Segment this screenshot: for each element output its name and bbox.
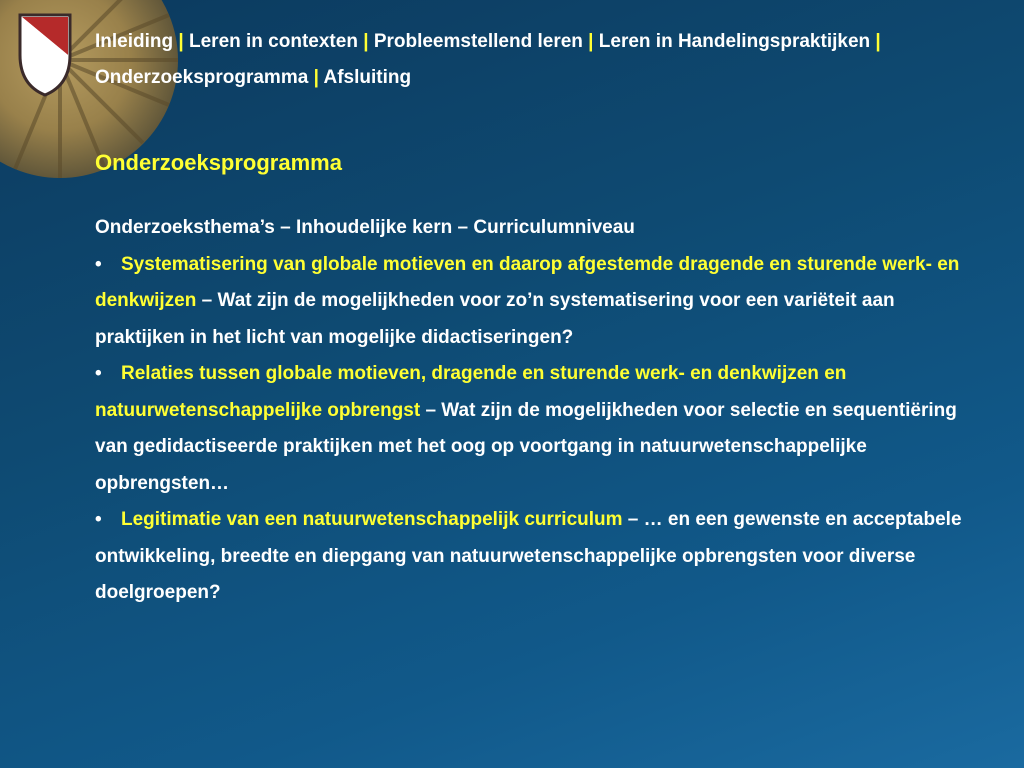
bullet-highlight: Relaties tussen globale motieven, dragende en sturende werk- en denkwijzen en natuurwetenschappelijke opbrengst: [95, 363, 847, 421]
bullet-icon: •: [95, 509, 102, 530]
bullet-icon: •: [95, 363, 102, 384]
bullet-icon: •: [95, 253, 102, 275]
bullet-text: – … en een gewenste en acceptabele ontwikkeling, breedte en diepgang van natuurwetenschappelijke opbrengsten voor diverse doelgroepen?: [95, 509, 962, 603]
nav-separator: |: [313, 67, 319, 88]
nav-separator: |: [875, 31, 881, 52]
page-title: Onderzoeksprogramma: [95, 150, 342, 175]
nav-item-onderzoeksprogramma[interactable]: Onderzoeksprogramma: [95, 67, 309, 88]
nav-separator: |: [588, 31, 594, 52]
bullet-highlight: Legitimatie van een natuurwetenschappelijk curriculum: [121, 509, 623, 530]
subtitle: Onderzoeksthema’s – Inhoudelijke kern – Curriculumniveau: [95, 217, 635, 238]
nav-separator: |: [363, 31, 369, 52]
nav-separator: |: [178, 31, 184, 52]
breadcrumb-nav: [95, 24, 995, 96]
nav-item-inleiding[interactable]: Inleiding: [95, 31, 174, 52]
nav-item-leren-in-contexten[interactable]: Leren in contexten: [189, 31, 358, 52]
nav-item-probleemstellend-leren[interactable]: Probleemstellend leren: [373, 31, 583, 52]
bullet-text: – Wat zijn de mogelijkheden voor selectie en sequentiëring van gedidactiseerde praktijken met het oog op voortgang in natuurwetenschappelijke opbrengsten…: [95, 399, 957, 494]
nav-item-afsluiting[interactable]: Afsluiting: [323, 67, 412, 88]
bullet-highlight: Systematisering van globale motieven en daarop afgestemde dragende en sturende werk- en denkwijzen: [95, 253, 960, 311]
bullet-item: [95, 502, 975, 612]
nav-item-leren-in-handelingspraktijken[interactable]: Leren in Handelingspraktijken: [598, 31, 871, 52]
bullet-item: [95, 356, 975, 502]
bullet-item: [95, 247, 975, 357]
slide-body: [95, 210, 975, 612]
bullet-text: – Wat zijn de mogelijkheden voor zo’n systematisering voor een variëteit aan praktijken in het licht van mogelijke didactiseringen?: [95, 290, 895, 348]
